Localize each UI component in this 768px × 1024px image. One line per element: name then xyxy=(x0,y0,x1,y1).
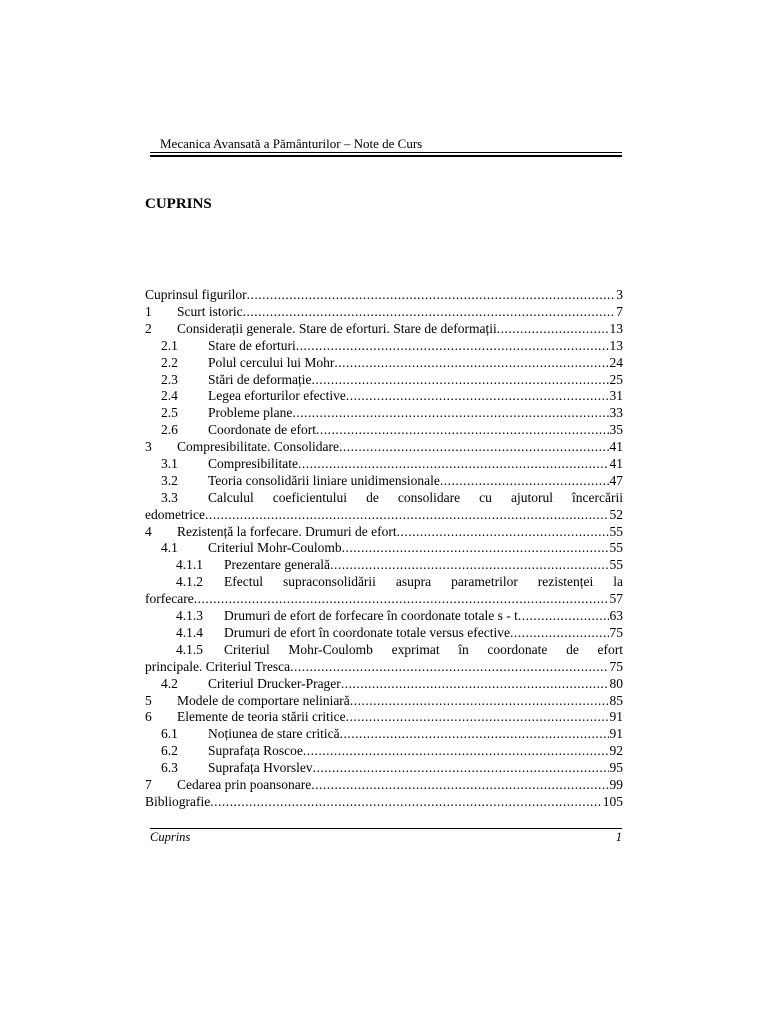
page-title: CUPRINS xyxy=(145,196,212,212)
toc-entry-label: Suprafața Roscoe xyxy=(208,743,303,758)
toc-entry-page: 55 xyxy=(609,524,623,539)
toc-entry-number: 2.6 xyxy=(161,422,178,437)
toc-entry[interactable] xyxy=(145,793,623,810)
toc-entry-number: 1 xyxy=(145,304,152,319)
toc-entry-label: Teoria consolidării liniare unidimensionale xyxy=(208,473,440,488)
toc-entry-number: 2 xyxy=(145,321,152,336)
toc-entry-label: Rezistență la forfecare. Drumuri de efort xyxy=(177,524,397,539)
toc-dot-leader xyxy=(292,404,608,421)
toc-entry-number: 2.4 xyxy=(161,388,178,403)
toc-entry-number: 2.3 xyxy=(161,372,178,387)
toc-entry-label: Stare de eforturi xyxy=(208,338,296,353)
toc-entry[interactable] xyxy=(145,573,623,590)
toc-dot-leader xyxy=(316,421,609,438)
toc-entry-page: 7 xyxy=(616,304,623,319)
toc-entry-label: Noțiunea de stare critică xyxy=(208,726,340,741)
toc-entry-label: Drumuri de efort de forfecare în coordonate totale s - t xyxy=(224,608,518,623)
toc-dot-leader xyxy=(346,387,609,404)
toc-dot-leader xyxy=(298,455,609,472)
toc-dot-leader xyxy=(342,539,609,556)
toc-dot-leader xyxy=(341,675,609,692)
toc-dot-leader xyxy=(350,692,609,709)
toc-entry-number: 4 xyxy=(145,524,152,539)
toc-entry-page: 41 xyxy=(609,456,623,471)
toc-entry-label: Suprafața Hvorslev xyxy=(208,760,313,775)
header-rule xyxy=(150,152,622,153)
toc-entry-label: Prezentare generală xyxy=(224,557,331,572)
toc-entry-label: Polul cercului lui Mohr xyxy=(208,355,335,370)
footer-section-name: Cuprins xyxy=(150,830,191,844)
toc-entry-page: 80 xyxy=(609,676,623,691)
toc-entry[interactable] xyxy=(145,489,623,506)
toc-dot-leader xyxy=(313,759,609,776)
toc-entry-label: Efectul supraconsolidării asupra parametrilor rezistenței la xyxy=(224,574,623,589)
running-header: Mecanica Avansată a Pământurilor – Note de Curs xyxy=(160,136,423,151)
toc-entry-number: 4.1 xyxy=(161,540,178,555)
toc-entry-label: Drumuri de efort în coordonate totale versus efective xyxy=(224,625,511,640)
toc-dot-leader xyxy=(518,607,609,624)
toc-entry-number: 6.3 xyxy=(161,760,178,775)
toc-entry-label: Stări de deformație xyxy=(208,372,312,387)
toc-entry-label: Scurt istoric xyxy=(177,304,243,319)
toc-entry-label: Calculul coeficientului de consolidare cu ajutorul încercării xyxy=(208,490,623,505)
toc-entry-page: 13 xyxy=(609,338,623,353)
toc-dot-leader xyxy=(243,303,616,320)
toc-entry-number: 4.2 xyxy=(161,676,178,691)
toc-dot-leader xyxy=(497,320,609,337)
toc-entry-number: 3.3 xyxy=(161,490,178,505)
toc-entry-page: 31 xyxy=(609,388,623,403)
header-rule-thick xyxy=(150,155,622,157)
toc-entry[interactable] xyxy=(145,438,623,455)
toc-dot-leader xyxy=(330,556,608,573)
toc-entry[interactable] xyxy=(145,759,623,776)
toc-entry[interactable] xyxy=(145,742,623,759)
toc-dot-leader xyxy=(397,523,609,540)
toc-entry-label: Criteriul Mohr-Coulomb exprimat în coordonate de efort xyxy=(224,642,623,657)
toc-entry[interactable] xyxy=(145,675,623,692)
toc-dot-leader xyxy=(334,354,608,371)
toc-entry-number: 6.2 xyxy=(161,743,178,758)
toc-entry-number: 2.2 xyxy=(161,355,178,370)
toc-entry-page: 91 xyxy=(609,709,623,724)
toc-dot-leader xyxy=(194,590,609,607)
toc-entry-label: Modele de comportare neliniară xyxy=(177,693,350,708)
toc-dot-leader xyxy=(205,506,609,523)
toc-entry-page: 75 xyxy=(609,625,623,640)
toc-dot-leader xyxy=(303,742,609,759)
toc-entry-label: Bibliografie xyxy=(145,794,211,809)
toc-dot-leader xyxy=(247,286,616,303)
toc-dot-leader xyxy=(339,438,609,455)
toc-entry-number: 2.5 xyxy=(161,405,178,420)
toc-entry-page: 85 xyxy=(609,693,623,708)
toc-entry-page: 95 xyxy=(609,760,623,775)
toc-entry-label: Legea eforturilor efective xyxy=(208,388,346,403)
toc-entry-page: 63 xyxy=(609,608,623,623)
toc-dot-leader xyxy=(311,371,608,388)
toc-entry-number: 3 xyxy=(145,439,152,454)
toc-dot-leader xyxy=(296,337,609,354)
footer-rule xyxy=(150,828,622,829)
toc-entry[interactable] xyxy=(145,708,623,725)
toc-entry-page: 55 xyxy=(609,557,623,572)
toc-entry-number: 3.2 xyxy=(161,473,178,488)
toc-dot-leader xyxy=(311,776,608,793)
toc-entry-continuation[interactable] xyxy=(145,506,623,523)
toc-entry[interactable] xyxy=(145,371,623,388)
toc-dot-leader xyxy=(290,658,608,675)
toc-entry-label: Probleme plane xyxy=(208,405,293,420)
toc-entry-label: Compresibilitate xyxy=(208,456,298,471)
toc-entry-number: 3.1 xyxy=(161,456,178,471)
toc-entry[interactable] xyxy=(145,624,623,641)
toc-entry-label: Cuprinsul figurilor xyxy=(145,287,247,302)
toc-entry-page: 99 xyxy=(609,777,623,792)
toc-entry-label: Criteriul Mohr-Coulomb xyxy=(208,540,342,555)
toc-entry-number: 2.1 xyxy=(161,338,178,353)
toc-entry[interactable] xyxy=(145,421,623,438)
toc-dot-leader xyxy=(510,624,608,641)
toc-entry-page: 41 xyxy=(609,439,623,454)
toc-entry-number: 4.1.5 xyxy=(176,642,203,657)
toc-entry-page: 33 xyxy=(609,405,623,420)
toc-entry-label: Coordonate de efort xyxy=(208,422,316,437)
toc-entry-page: 35 xyxy=(609,422,623,437)
toc-entry[interactable] xyxy=(145,692,623,709)
toc-entry[interactable] xyxy=(145,354,623,371)
toc-entry-label-continued: edometrice xyxy=(145,507,205,522)
toc-entry-page: 24 xyxy=(609,355,623,370)
toc-entry-number: 5 xyxy=(145,693,152,708)
toc-entry-number: 4.1.1 xyxy=(176,557,203,572)
toc-entry[interactable] xyxy=(145,455,623,472)
toc-entry-page: 75 xyxy=(609,659,623,674)
toc-entry-label: Elemente de teoria stării critice xyxy=(177,709,346,724)
toc-entry-continuation[interactable] xyxy=(145,658,623,675)
toc-entry-page: 3 xyxy=(616,287,623,302)
toc-entry[interactable] xyxy=(145,641,623,658)
toc-entry-number: 4.1.2 xyxy=(176,574,203,589)
toc-entry-label: Cedarea prin poansonare xyxy=(177,777,312,792)
toc-entry[interactable] xyxy=(145,776,623,793)
toc-entry[interactable] xyxy=(145,404,623,421)
toc-entry[interactable] xyxy=(145,556,623,573)
toc-entry-page: 105 xyxy=(602,794,623,809)
toc-entry[interactable] xyxy=(145,725,623,742)
toc-entry[interactable] xyxy=(145,387,623,404)
footer-page-number: 1 xyxy=(615,830,622,844)
toc-entry[interactable] xyxy=(145,472,623,489)
toc-entry[interactable] xyxy=(145,303,623,320)
toc-entry-page: 47 xyxy=(609,473,623,488)
toc-dot-leader xyxy=(346,708,609,725)
toc-entry-page: 55 xyxy=(609,540,623,555)
toc-entry-label: Compresibilitate. Consolidare xyxy=(177,439,339,454)
toc-entry-page: 91 xyxy=(609,726,623,741)
toc-entry-page: 57 xyxy=(609,591,623,606)
toc-entry-number: 4.1.3 xyxy=(176,608,203,623)
toc-entry[interactable] xyxy=(145,337,623,354)
toc-entry-label-continued: forfecare xyxy=(145,591,194,606)
toc-entry-number: 6 xyxy=(145,709,152,724)
toc-entry[interactable] xyxy=(145,539,623,556)
toc-entry-page: 13 xyxy=(609,321,623,336)
toc-entry-label: Considerații generale. Stare de eforturi. Stare de deformații xyxy=(177,321,497,336)
toc-dot-leader xyxy=(340,725,609,742)
toc-entry-number: 6.1 xyxy=(161,726,178,741)
toc-entry-label-continued: principale. Criteriul Tresca xyxy=(145,659,291,674)
toc-entry-page: 92 xyxy=(609,743,623,758)
toc-dot-leader xyxy=(440,472,609,489)
toc-dot-leader xyxy=(210,793,602,810)
toc-entry[interactable] xyxy=(145,286,623,303)
toc-entry-continuation[interactable] xyxy=(145,590,623,607)
toc-entry[interactable] xyxy=(145,607,623,624)
toc-entry-number: 7 xyxy=(145,777,152,792)
toc-entry[interactable] xyxy=(145,523,623,540)
toc-entry-page: 52 xyxy=(609,507,623,522)
toc-entry-number: 4.1.4 xyxy=(176,625,203,640)
toc-entry-page: 25 xyxy=(609,372,623,387)
toc-entry[interactable] xyxy=(145,320,623,337)
toc-entry-label: Criteriul Drucker-Prager xyxy=(208,676,341,691)
